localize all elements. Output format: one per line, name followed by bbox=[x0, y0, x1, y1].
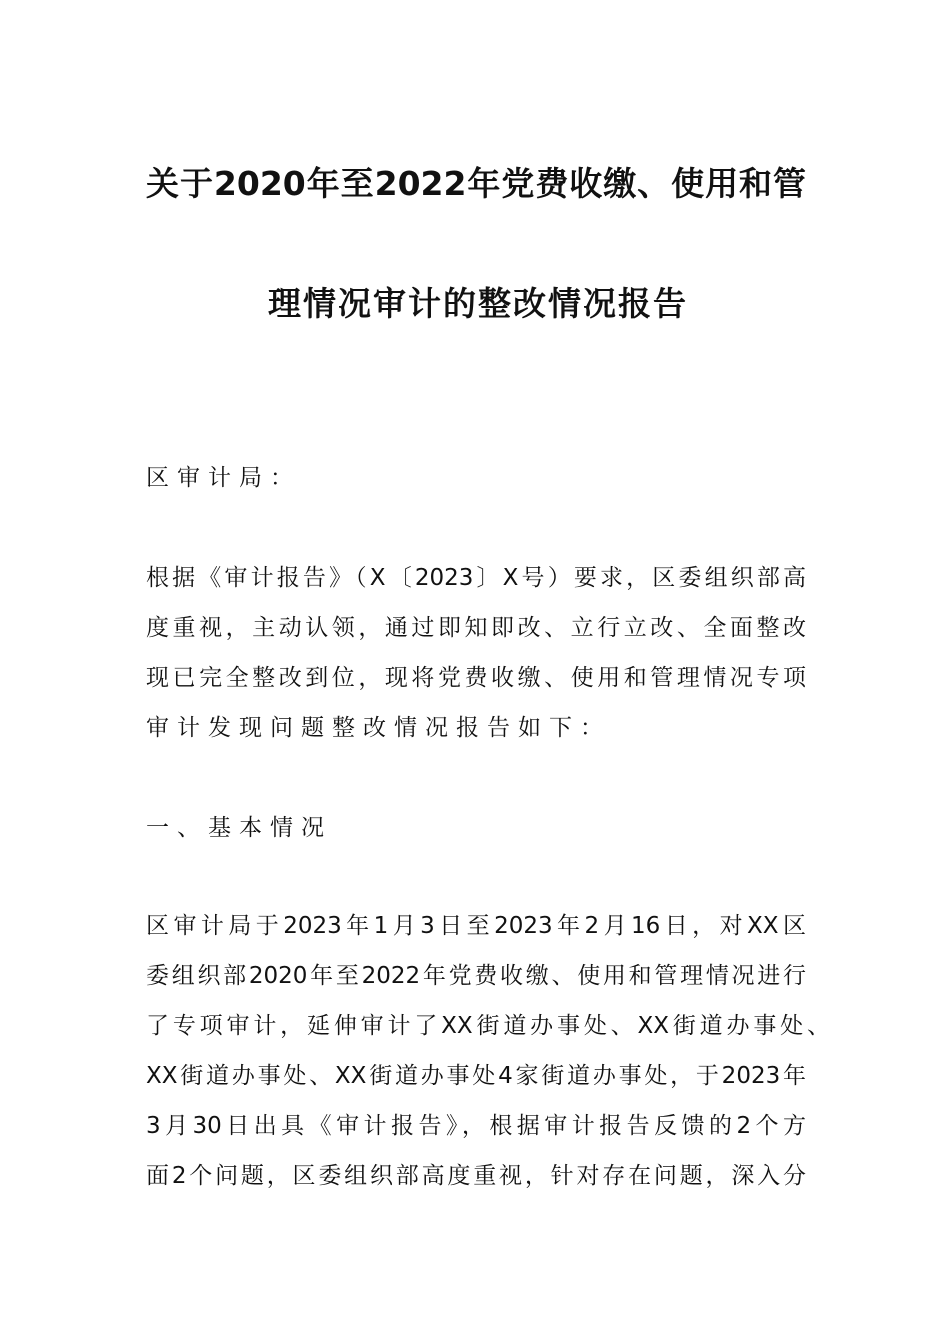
paragraph-1-line: 根据《审计报告》（X〔2023〕X号）要求，区委组织部高 bbox=[146, 565, 806, 591]
paragraph-2-line: 区审计局于2023年1月3日至2023年2月16日，对XX区 bbox=[146, 913, 806, 939]
document-title-line-2: 理情况审计的整改情况报告 bbox=[268, 284, 688, 323]
paragraph-1-line: 审计发现问题整改情况报告如下： bbox=[146, 715, 611, 741]
paragraph-2-line: 了专项审计，延伸审计了XX街道办事处、XX街道办事处、 bbox=[146, 1013, 830, 1039]
paragraph-2-line: 3月30日出具《审计报告》，根据审计报告反馈的2个方 bbox=[146, 1113, 806, 1139]
paragraph-1-line: 现已完全整改到位，现将党费收缴、使用和管理情况专项 bbox=[146, 665, 806, 691]
document-title-line-1: 关于2020年至2022年党费收缴、使用和管 bbox=[146, 164, 806, 203]
paragraph-2-line: 委组织部2020年至2022年党费收缴、使用和管理情况进行 bbox=[146, 963, 806, 989]
paragraph-2-line: 面2个问题，区委组织部高度重视，针对存在问题，深入分 bbox=[146, 1163, 806, 1189]
salutation: 区审计局： bbox=[146, 465, 301, 491]
paragraph-2-line: XX街道办事处、XX街道办事处4家街道办事处，于2023年 bbox=[146, 1063, 806, 1089]
section-heading: 一、基本情况 bbox=[146, 815, 332, 841]
paragraph-1-line: 度重视，主动认领，通过即知即改、立行立改、全面整改 bbox=[146, 615, 806, 641]
